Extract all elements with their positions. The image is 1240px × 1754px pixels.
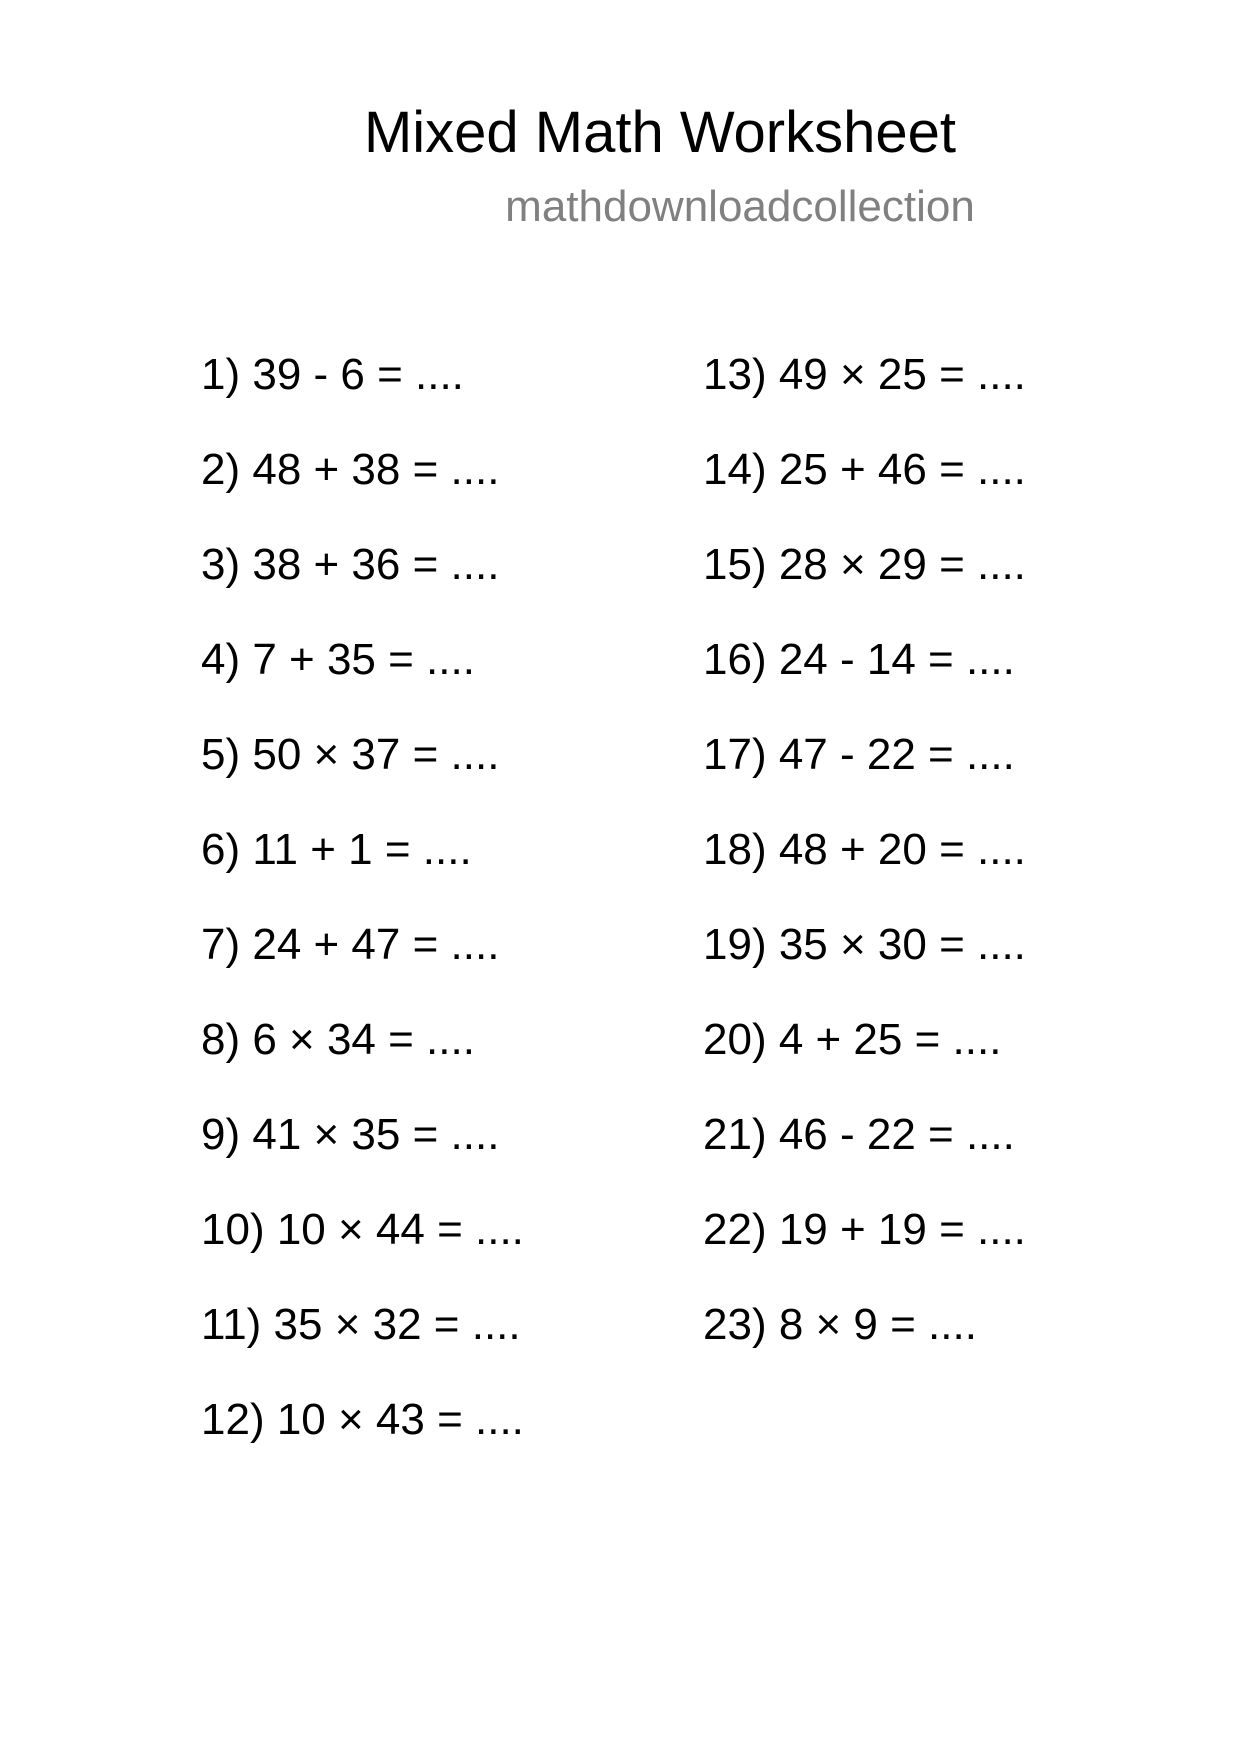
problem-14: 14) 25 + 46 = .... [703, 445, 1026, 494]
problem-12: 12) 10 × 43 = .... [201, 1395, 524, 1444]
problem-3: 3) 38 + 36 = .... [201, 540, 500, 589]
problem-21: 21) 46 - 22 = .... [703, 1110, 1015, 1159]
problem-2: 2) 48 + 38 = .... [201, 445, 500, 494]
problem-19: 19) 35 × 30 = .... [703, 920, 1026, 969]
problem-8: 8) 6 × 34 = .... [201, 1015, 475, 1064]
page-title: Mixed Math Worksheet [363, 100, 957, 165]
problems-right-column [703, 348, 1026, 1393]
page-subtitle: mathdownloadcollection [505, 182, 975, 231]
problems-left-column [201, 348, 524, 1488]
problem-23: 23) 8 × 9 = .... [703, 1300, 977, 1349]
problem-5: 5) 50 × 37 = .... [201, 730, 500, 779]
problem-4: 4) 7 + 35 = .... [201, 635, 475, 684]
problem-1: 1) 39 - 6 = .... [201, 350, 464, 399]
problem-22: 22) 19 + 19 = .... [703, 1205, 1026, 1254]
problem-15: 15) 28 × 29 = .... [703, 540, 1026, 589]
problem-7: 7) 24 + 47 = .... [201, 920, 500, 969]
problem-13: 13) 49 × 25 = .... [703, 350, 1026, 399]
problem-10: 10) 10 × 44 = .... [201, 1205, 524, 1254]
problem-16: 16) 24 - 14 = .... [703, 635, 1015, 684]
problem-11: 11) 35 × 32 = .... [201, 1300, 521, 1349]
problem-6: 6) 11 + 1 = .... [201, 825, 472, 874]
problem-17: 17) 47 - 22 = .... [703, 730, 1015, 779]
problem-9: 9) 41 × 35 = .... [201, 1110, 500, 1159]
problem-18: 18) 48 + 20 = .... [703, 825, 1026, 874]
problem-20: 20) 4 + 25 = .... [703, 1015, 1002, 1064]
